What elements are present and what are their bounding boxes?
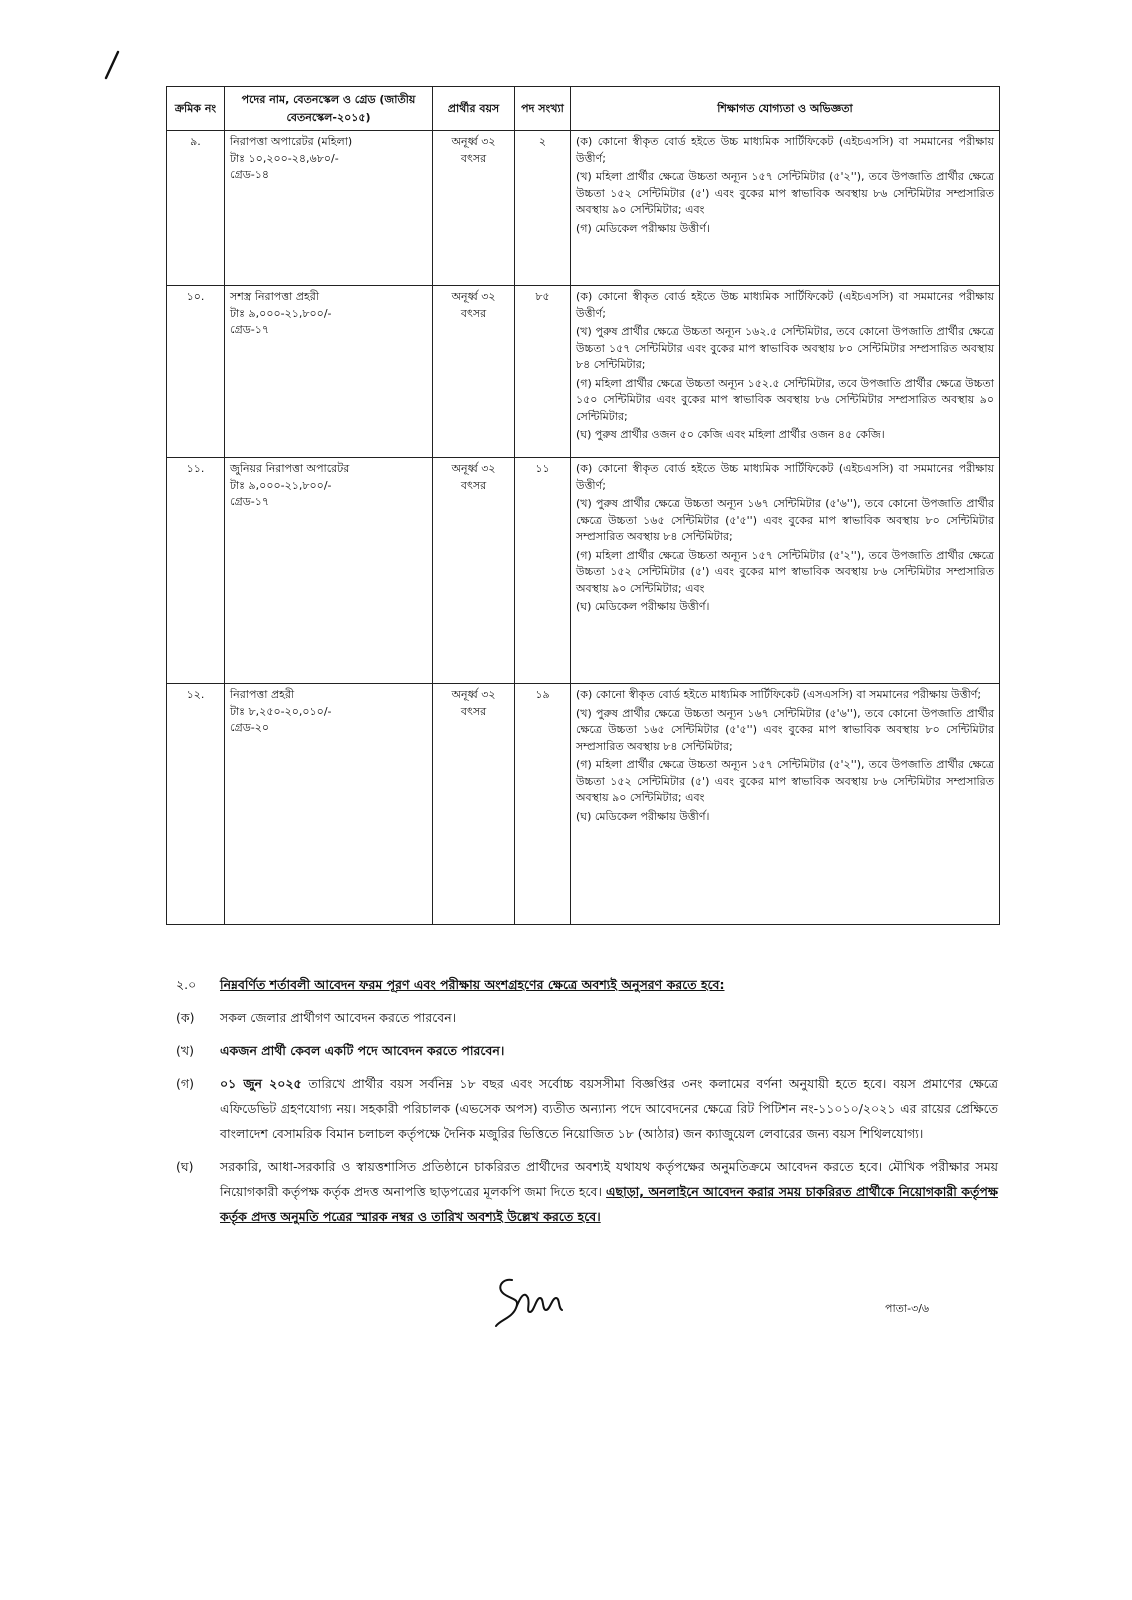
row-age: অনূর্ধ্ব ৩২ বৎসর bbox=[433, 458, 515, 684]
vacancy-table bbox=[166, 86, 1000, 925]
condition-date: ০১ জুন ২০২৫ bbox=[220, 1076, 302, 1091]
qualification-item: (গ) মহিলা প্রার্থীর ক্ষেত্রে উচ্চতা অন্যূন ১৫৭ সেন্টিমিটার (৫'২''), তবে উপজাতি প্রার্থীর ক্ষেত্রে উচ্চতা ১৫২ সেন্টিমিটার (৫') এবং বুকের মাপ স্বাভাবিক অবস্থায় ৮৬ সেন্টিমিটার সম্প্রসারিত অবস্থায় ৯০ সেন্টিমিটার; এবং bbox=[576, 548, 994, 595]
row-serial: ১১. bbox=[167, 458, 225, 684]
row-age: অনূর্ধ্ব ৩২ বৎসর bbox=[433, 684, 515, 925]
condition-body bbox=[220, 1154, 998, 1229]
row-count: ১১ bbox=[515, 458, 571, 684]
qualification-item: (খ) পুরুষ প্রার্থীর ক্ষেত্রে উচ্চতা অন্যূন ১৬৭ সেন্টিমিটার (৫'৬''), তবে কোনো উপজাতি প্রার্থীর ক্ষেত্রে উচ্চতা ১৬৫ সেন্টিমিটার (৫'৫'') এবং বুকের মাপ স্বাভাবিক অবস্থায় ৮০ সেন্টিমিটার সম্প্রসারিত অবস্থায় ৮৪ সেন্টিমিটার; bbox=[576, 706, 994, 753]
grade: গ্রেড-১৪ bbox=[230, 168, 270, 182]
header-post: পদের নাম, বেতনস্কেল ও গ্রেড (জাতীয় বেতনস্কেল-২০১৫) bbox=[225, 87, 433, 131]
condition-label: (ঘ) bbox=[176, 1159, 194, 1174]
conditions-section bbox=[176, 972, 998, 1237]
qualification-item: (গ) মহিলা প্রার্থীর ক্ষেত্রে উচ্চতা অন্যূন ১৫৭ সেন্টিমিটার (৫'২''), তবে উপজাতি প্রার্থীর ক্ষেত্রে উচ্চতা ১৫২ সেন্টিমিটার (৫') এবং বুকের মাপ স্বাভাবিক অবস্থায় ৮৬ সেন্টিমিটার সম্প্রসারিত অবস্থায় ৯০ সেন্টিমিটার; এবং bbox=[576, 758, 994, 805]
section-number: ২.০ bbox=[176, 977, 197, 992]
row-age: অনূর্ধ্ব ৩২ বৎসর bbox=[433, 131, 515, 286]
row-age: অনূর্ধ্ব ৩২ বৎসর bbox=[433, 286, 515, 458]
row-count: ২ bbox=[515, 131, 571, 286]
condition-body bbox=[220, 1071, 998, 1146]
condition-text: সরকারি, আধা-সরকারি ও স্বায়ত্তশাসিত প্রতিষ্ঠানে চাকরিরত প্রার্থীদের অবশ্যই যথাযথ কর্তৃপক্ষের অনুমতিক্রমে আবেদন করতে হবে। মৌখিক পরীক্ষার সময় নিয়োগকারী কর্তৃপক্ষ কর্তৃক প্রদত্ত অনাপত্তি ছাড়পত্রের মূলকপি জমা দিতে হবে। bbox=[220, 1159, 998, 1199]
header-count: পদ সংখ্যা bbox=[515, 87, 571, 131]
condition-item bbox=[176, 1071, 998, 1146]
condition-label: (গ) bbox=[176, 1076, 194, 1091]
table-row bbox=[167, 286, 1000, 458]
row-qualification bbox=[571, 131, 1000, 286]
post-name: নিরাপত্তা অপারেটর (মহিলা) bbox=[230, 135, 353, 149]
header-age: প্রার্থীর বয়স bbox=[433, 87, 515, 131]
qualification-item: (ঘ) পুরুষ প্রার্থীর ওজন ৫০ কেজি এবং মহিলা প্রার্থীর ওজন ৪৫ কেজি। bbox=[576, 428, 885, 442]
qualification-item: (গ) মেডিকেল পরীক্ষায় উত্তীর্ণ। bbox=[576, 221, 710, 235]
header-serial: ক্রমিক নং bbox=[167, 87, 225, 131]
post-name: নিরাপত্তা প্রহরী bbox=[230, 688, 295, 702]
condition-text: সকল জেলার প্রার্থীগণ আবেদন করতে পারবেন। bbox=[220, 1010, 457, 1025]
qualification-item: (ঘ) মেডিকেল পরীক্ষায় উত্তীর্ণ। bbox=[576, 809, 710, 823]
post-name: জুনিয়র নিরাপত্তা অপারেটর bbox=[230, 462, 350, 476]
row-post bbox=[225, 286, 433, 458]
qualification-item: (ক) কোনো স্বীকৃত বোর্ড হইতে উচ্চ মাধ্যমিক সার্টিফিকেট (এইচএসসি) বা সমমানের পরীক্ষায় উত্তীর্ণ; bbox=[576, 135, 994, 165]
table-row bbox=[167, 131, 1000, 286]
pay-scale: টাঃ ১০,২০০-২৪,৬৮০/- bbox=[230, 151, 339, 165]
pay-scale: টাঃ ৯,০০০-২১,৮০০/- bbox=[230, 478, 332, 492]
row-qualification bbox=[571, 684, 1000, 925]
qualification-item: (খ) পুরুষ প্রার্থীর ক্ষেত্রে উচ্চতা অন্যূন ১৬২.৫ সেন্টিমিটার, তবে কোনো উপজাতি প্রার্থীর ক্ষেত্রে উচ্চতা ১৫৭ সেন্টিমিটার এবং বুকের মাপ স্বাভাবিক অবস্থায় ৮০ সেন্টিমিটার সম্প্রসারিত অবস্থায় ৮৪ সেন্টিমিটার; bbox=[576, 325, 994, 372]
pen-mark bbox=[100, 50, 124, 80]
row-serial: ১০. bbox=[167, 286, 225, 458]
pay-scale: টাঃ ৮,২৫০-২০,০১০/- bbox=[230, 704, 332, 718]
row-post bbox=[225, 131, 433, 286]
page-number: পাতা-৩/৬ bbox=[885, 1302, 930, 1315]
pay-scale: টাঃ ৯,০০০-২১,৮০০/- bbox=[230, 306, 332, 320]
qualification-item: (খ) পুরুষ প্রার্থীর ক্ষেত্রে উচ্চতা অন্যূন ১৬৭ সেন্টিমিটার (৫'৬''), তবে কোনো উপজাতি প্রার্থীর ক্ষেত্রে উচ্চতা ১৬৫ সেন্টিমিটার (৫'৫'') এবং বুকের মাপ স্বাভাবিক অবস্থায় ৮০ সেন্টিমিটার সম্প্রসারিত অবস্থায় ৮৪ সেন্টিমিটার; bbox=[576, 497, 994, 544]
condition-label: (ক) bbox=[176, 1010, 195, 1025]
grade: গ্রেড-১৭ bbox=[230, 495, 270, 509]
row-qualification bbox=[571, 458, 1000, 684]
grade: গ্রেড-১৭ bbox=[230, 323, 270, 337]
condition-text: তারিখে প্রার্থীর বয়স সর্বনিম্ন ১৮ বছর এবং সর্বোচ্চ বয়সসীমা বিজ্ঞপ্তির ৩নং কলামের বর্ণনা অনুযায়ী হতে হবে। বয়স প্রমাণের ক্ষেত্রে এফিডেভিট গ্রহণযোগ্য নয়। সহকারী পরিচালক (এভসেক অপস) ব্যতীত অন্যান্য পদে আবেদনের ক্ষেত্রে রিট পিটিশন নং-১১০১০/২০২১ এর রায়ের প্রেক্ষিতে বাংলাদেশ বেসামরিক বিমান চলাচল কর্তৃপক্ষে দৈনিক মজুরির ভিত্তিতে নিয়োজিত ১৮ (আঠার) জন ক্যাজুয়েল লেবারের জন্য বয়স শিথিলযোগ্য। bbox=[220, 1076, 998, 1141]
condition-label: (খ) bbox=[176, 1043, 194, 1058]
qualification-item: (ক) কোনো স্বীকৃত বোর্ড হইতে উচ্চ মাধ্যমিক সার্টিফিকেট (এইচএসসি) বা সমমানের পরীক্ষায় উত্তীর্ণ; bbox=[576, 290, 994, 320]
table-header-row bbox=[167, 87, 1000, 131]
qualification-item: (ঘ) মেডিকেল পরীক্ষায় উত্তীর্ণ। bbox=[576, 600, 710, 614]
condition-item bbox=[176, 1038, 998, 1063]
row-count: ১৯ bbox=[515, 684, 571, 925]
header-qualification: শিক্ষাগত যোগ্যতা ও অভিজ্ঞতা bbox=[571, 87, 1000, 131]
table-row bbox=[167, 458, 1000, 684]
qualification-item: (খ) মহিলা প্রার্থীর ক্ষেত্রে উচ্চতা অন্যূন ১৫৭ সেন্টিমিটার (৫'২''), তবে উপজাতি প্রার্থীর ক্ষেত্রে উচ্চতা ১৫২ সেন্টিমিটার (৫') এবং বুকের মাপ স্বাভাবিক অবস্থায় ৮৬ সেন্টিমিটার সম্প্রসারিত অবস্থায় ৯০ সেন্টিমিটার; এবং bbox=[576, 170, 994, 217]
conditions-heading bbox=[176, 972, 998, 997]
row-post bbox=[225, 458, 433, 684]
grade: গ্রেড-২০ bbox=[230, 721, 270, 735]
table-row bbox=[167, 684, 1000, 925]
row-post bbox=[225, 684, 433, 925]
post-name: সশস্ত্র নিরাপত্তা প্রহরী bbox=[230, 290, 320, 304]
qualification-item: (গ) মহিলা প্রার্থীর ক্ষেত্রে উচ্চতা অন্যূন ১৫২.৫ সেন্টিমিটার, তবে উপজাতি প্রার্থীর ক্ষেত্রে উচ্চতা ১৫০ সেন্টিমিটার এবং বুকের মাপ স্বাভাবিক অবস্থায় ৮৬ সেন্টিমিটার সম্প্রসারিত অবস্থায় ৯০ সেন্টিমিটার; bbox=[576, 376, 994, 423]
qualification-item: (ক) কোনো স্বীকৃত বোর্ড হইতে উচ্চ মাধ্যমিক সার্টিফিকেট (এইচএসসি) বা সমমানের পরীক্ষায় উত্তীর্ণ; bbox=[576, 462, 994, 492]
condition-emphasis: এছাড়া, অনলাইনে আবেদন করার সময় চাকরিরত প্রার্থীকে নিয়োগকারী কর্তৃপক্ষ কর্তৃক প্রদত্ত অনুমতি পত্রের স্মারক নম্বর ও তারিখ অবশ্যই উল্লেখ করতে হবে। bbox=[220, 1184, 998, 1224]
row-serial: ৯. bbox=[167, 131, 225, 286]
section-title: নিম্নবর্ণিত শর্তাবলী আবেদন ফরম পূরণ এবং পরীক্ষায় অংশগ্রহণের ক্ষেত্রে অবশ্যই অনুসরণ করতে হবে: bbox=[220, 977, 725, 992]
row-qualification bbox=[571, 286, 1000, 458]
qualification-item: (ক) কোনো স্বীকৃত বোর্ড হইতে মাধ্যমিক সার্টিফিকেট (এসএসসি) বা সমমানের পরীক্ষায় উত্তীর্ণ; bbox=[576, 688, 982, 702]
condition-text: একজন প্রার্থী কেবল একটি পদে আবেদন করতে পারবেন। bbox=[220, 1043, 505, 1058]
condition-item bbox=[176, 1005, 998, 1030]
signature bbox=[490, 1268, 570, 1330]
row-count: ৮৫ bbox=[515, 286, 571, 458]
row-serial: ১২. bbox=[167, 684, 225, 925]
condition-item bbox=[176, 1154, 998, 1229]
